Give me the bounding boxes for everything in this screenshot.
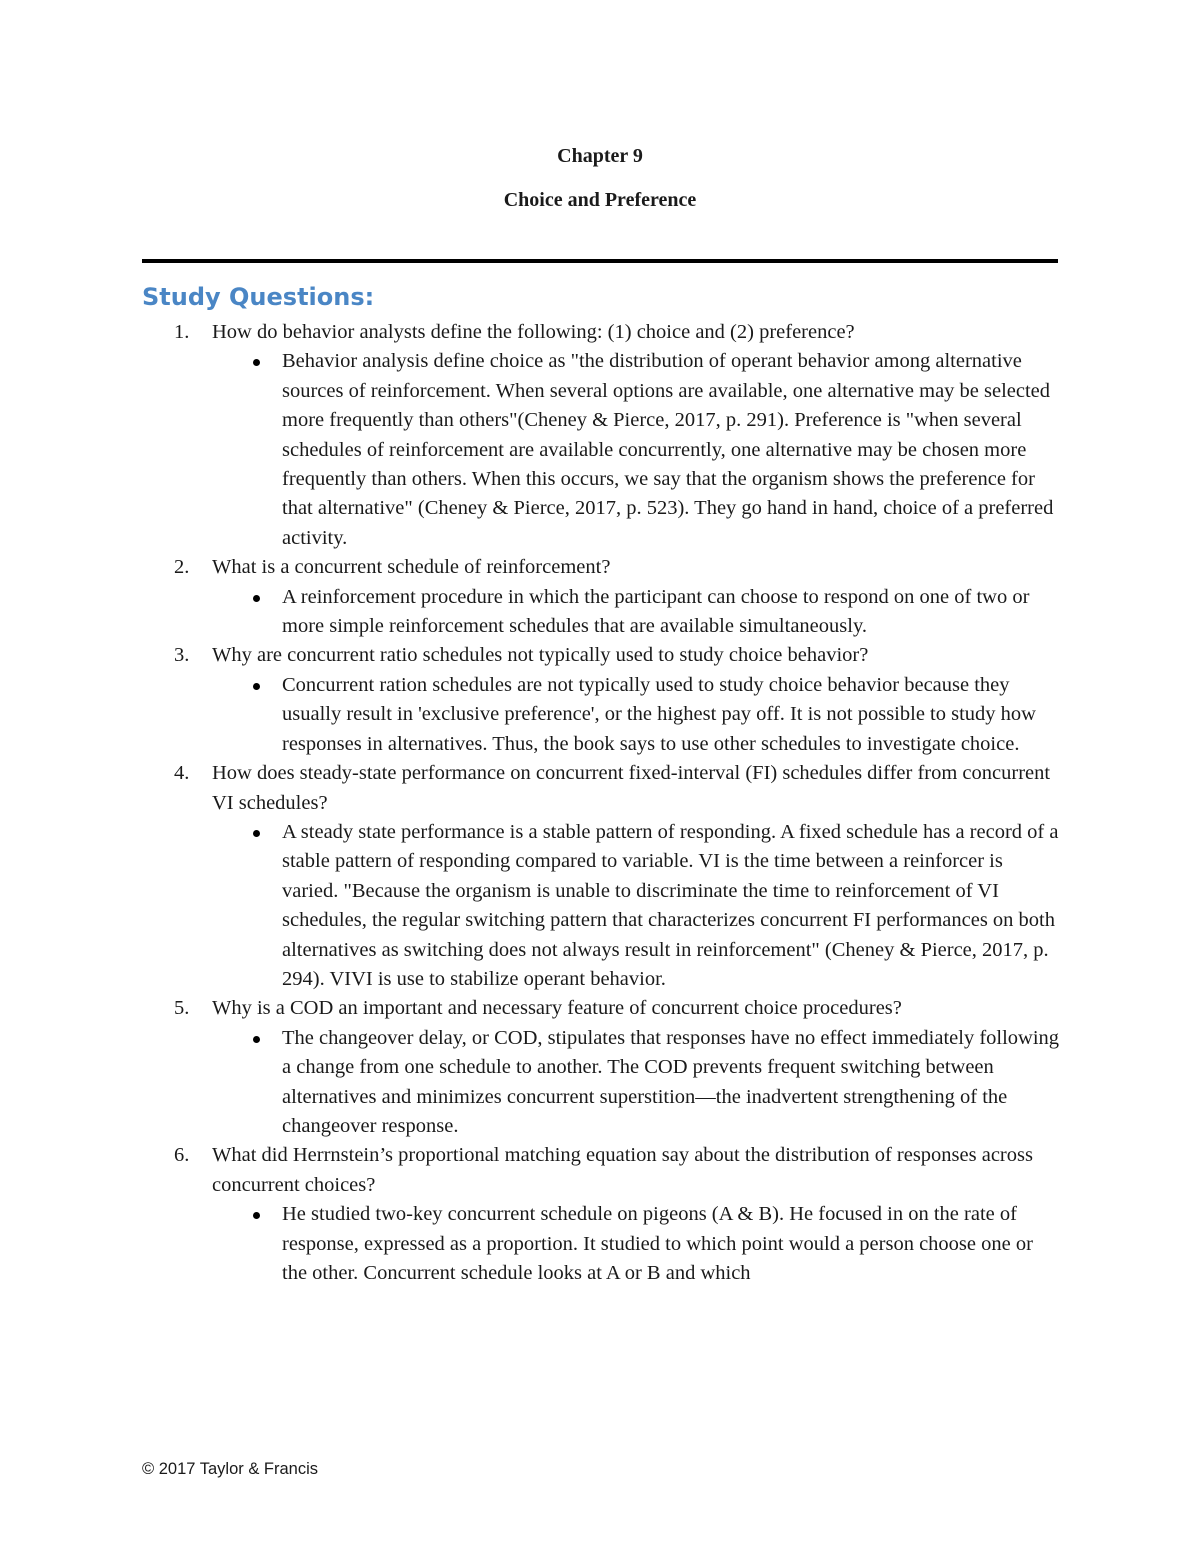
horizontal-rule <box>142 259 1058 263</box>
bullet-icon <box>253 359 260 366</box>
answer-text: A steady state performance is a stable pattern of responding. A fixed schedule has a record of a stable pattern of responding compared to variable. VI is the time between a reinforcer is varied. "Because the organism is unable to discriminate the time to reinforcement of VI schedules, the regular switching pattern that characterizes concurrent FI performances on both alternatives as switching does not always result in reinforcement" (Cheney & Pierce, 2017, p. 294). VIVI is use to stabilize operant behavior. <box>282 820 1059 990</box>
question-item <box>142 641 1062 759</box>
answer-text: Behavior analysis define choice as "the distribution of operant behavior among alternative sources of reinforcement. When several options are available, one alternative may be selected more frequently than others"(Cheney & Pierce, 2017, p. 291). Preference is "when several schedules of reinforcement are available concurrently, one alternative may be chosen more frequently than others. When this occurs, we say that the organism shows the preference for that alternative" (Cheney & Pierce, 2017, p. 523). They go hand in hand, choice of a preferred activity. <box>282 350 1054 549</box>
answer-item <box>212 347 1062 553</box>
question-item <box>142 759 1062 994</box>
bullet-icon <box>253 830 260 837</box>
chapter-number: Chapter 9 <box>557 145 643 167</box>
answer-text: A reinforcement procedure in which the participant can choose to respond on one of two or more simple reinforcement schedules that are available simultaneously. <box>282 585 1030 638</box>
question-number: 6. <box>174 1144 190 1167</box>
section-heading: Study Questions: <box>142 283 375 311</box>
question-item <box>142 1141 1062 1288</box>
chapter-title: Choice and Preference <box>503 189 697 211</box>
question-number: 3. <box>174 644 190 667</box>
question-number: 5. <box>174 997 190 1020</box>
question-text: How do behavior analysts define the following: (1) choice and (2) preference? <box>212 321 855 343</box>
question-text: How does steady-state performance on concurrent fixed-interval (FI) schedules differ from concurrent VI schedules? <box>212 762 1051 814</box>
answer-item <box>212 671 1062 759</box>
answer-item <box>212 818 1062 994</box>
answer-item <box>212 1024 1062 1142</box>
question-number: 1. <box>174 321 190 343</box>
answer-item <box>212 1200 1062 1288</box>
answer-text: The changeover delay, or COD, stipulates that responses have no effect immediately following a change from one schedule to another. The COD prevents frequent switching between alternatives and minimizes concurrent superstition—the inadvertent strengthening of the changeover response. <box>282 1026 1060 1137</box>
copyright-footer: © 2017 Taylor & Francis <box>142 1460 319 1478</box>
bullet-icon <box>253 1036 260 1043</box>
answer-list <box>212 1024 1062 1142</box>
question-text: What is a concurrent schedule of reinforcement? <box>212 556 611 579</box>
bullet-icon <box>253 683 260 690</box>
answer-list <box>212 1200 1062 1288</box>
question-text: Why are concurrent ratio schedules not typically used to study choice behavior? <box>212 644 869 667</box>
answer-text: Concurrent ration schedules are not typically used to study choice behavior because they usually result in 'exclusive preference', or the highest pay off. It is not possible to study how responses in alternatives. Thus, the book says to use other schedules to investigate choice. <box>282 673 1036 755</box>
answer-list <box>212 583 1062 642</box>
question-number: 2. <box>174 556 190 579</box>
answer-text: He studied two-key concurrent schedule on pigeons (A & B). He focused in on the rate of response, expressed as a proportion. It studied to which point would a person choose one or the other. Concurrent schedule looks at A or B and which <box>282 1203 1033 1284</box>
question-item <box>142 994 1062 1141</box>
question-item <box>142 318 1062 553</box>
bullet-icon <box>253 595 260 602</box>
bullet-icon <box>253 1212 260 1219</box>
answer-list <box>212 347 1062 553</box>
answer-list <box>212 818 1062 994</box>
question-text: What did Herrnstein’s proportional matching equation say about the distribution of responses across concurrent choices? <box>212 1144 1033 1196</box>
question-number: 4. <box>174 762 190 785</box>
question-item <box>142 553 1062 641</box>
question-text: Why is a COD an important and necessary feature of concurrent choice procedures? <box>212 997 902 1020</box>
answer-item <box>212 583 1062 642</box>
study-questions-list <box>142 318 1062 1288</box>
answer-list <box>212 671 1062 759</box>
